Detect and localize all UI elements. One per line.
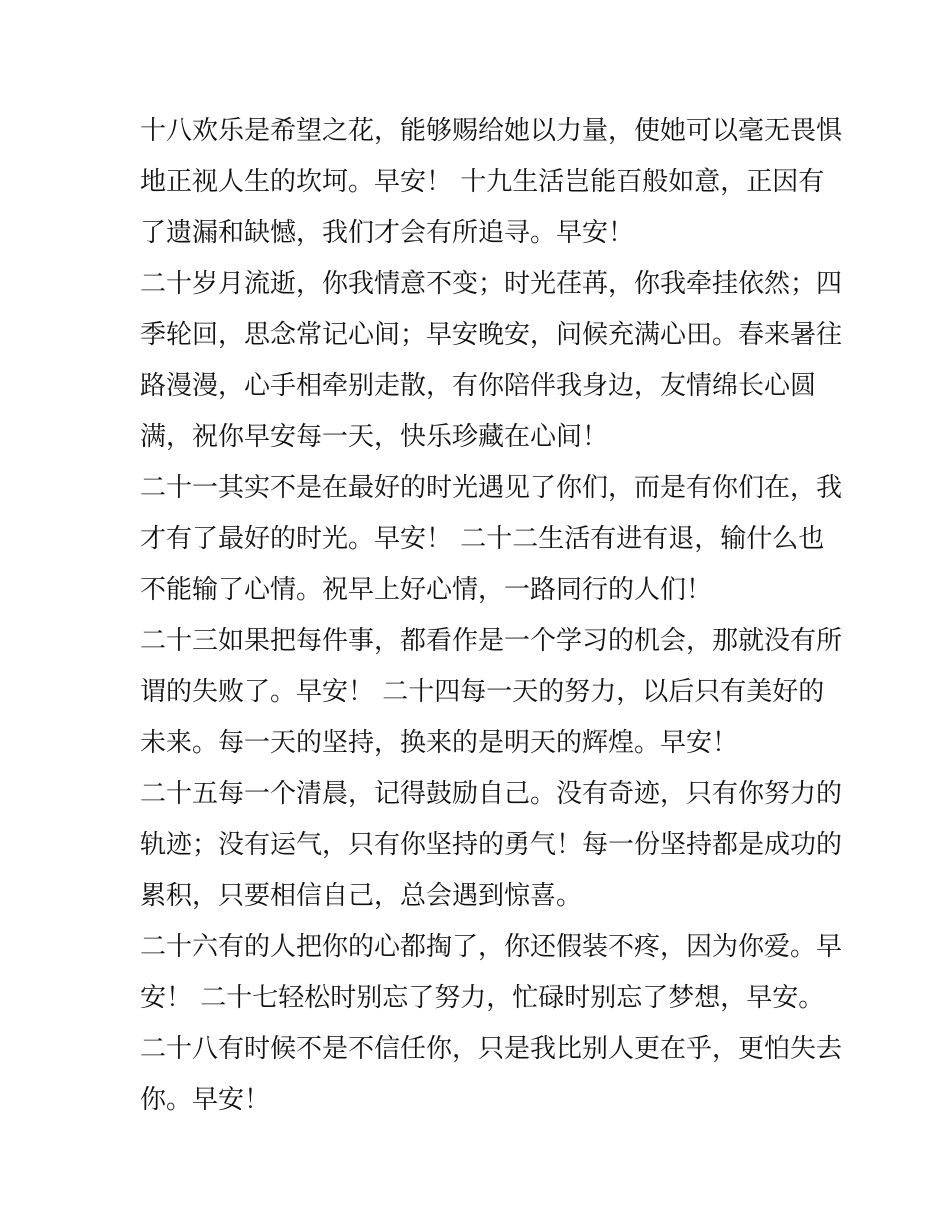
text-line: 你。早安！ — [140, 1085, 271, 1115]
text-line: 未来。每一天的坚持，换来的是明天的辉煌。早安！ — [140, 728, 739, 758]
text-line: 地正视人生的坎坷。早安！ 十九生活岂能百般如意，正因有 — [140, 167, 825, 197]
text-line: 了遗漏和缺憾，我们才会有所追寻。早安！ — [140, 218, 635, 248]
text-line: 满，祝你早安每一天，快乐珍藏在心间！ — [140, 422, 609, 452]
text-line: 累积，只要相信自己，总会遇到惊喜。 — [140, 881, 583, 911]
text-line: 安！ 二十七轻松时别忘了努力，忙碌时别忘了梦想，早安。 — [140, 983, 825, 1013]
text-line: 轨迹；没有运气，只有你坚持的勇气！每一份坚持都是成功的 — [140, 830, 843, 860]
text-line: 路漫漫，心手相牵别走散，有你陪伴我身边，友情绵长心圆 — [140, 371, 817, 401]
text-line: 谓的失败了。早安！ 二十四每一天的努力，以后只有美好的 — [140, 677, 825, 707]
text-line: 十八欢乐是希望之花，能够赐给她以力量，使她可以毫无畏惧 — [140, 116, 843, 146]
text-line: 二十六有的人把你的心都掏了，你还假装不疼，因为你爱。早 — [140, 932, 843, 962]
text-line: 二十三如果把每件事，都看作是一个学习的机会，那就没有所 — [140, 626, 843, 656]
text-line: 二十一其实不是在最好的时光遇见了你们，而是有你们在，我 — [140, 473, 843, 503]
text-line: 才有了最好的时光。早安！ 二十二生活有进有退，输什么也 — [140, 524, 825, 554]
text-line: 二十岁月流逝，你我情意不变；时光荏苒，你我牵挂依然；四 — [140, 269, 843, 299]
text-line: 二十五每一个清晨，记得鼓励自己。没有奇迹，只有你努力的 — [140, 779, 843, 809]
text-line: 二十八有时候不是不信任你，只是我比别人更在乎，更怕失去 — [140, 1034, 843, 1064]
text-line: 不能输了心情。祝早上好心情，一路同行的人们！ — [140, 575, 713, 605]
document-body — [140, 106, 843, 1126]
text-line: 季轮回，思念常记心间；早安晚安，问候充满心田。春来暑往 — [140, 320, 843, 350]
